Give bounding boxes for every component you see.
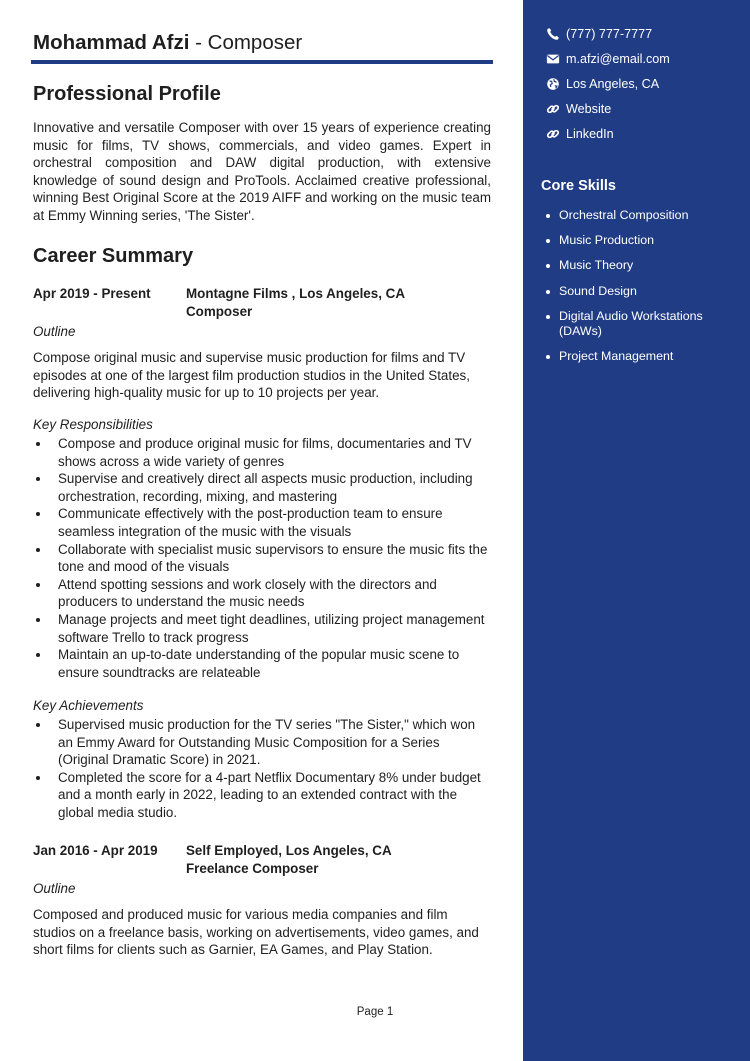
contact-location[interactable] [546,71,736,96]
responsibilities-label: Key Responsibilities [33,417,153,432]
contact-list [546,21,736,147]
outline-label: Outline [33,324,76,339]
contact-text: Los Angeles, CA [566,76,660,91]
list-item: Collaborate with specialist music supervisors to ensure the music fits the tone and mood of the visuals [33,541,491,576]
list-item: Completed the score for a 4-part Netflix Documentary 8% under budget and a month early in 2022, leading to an extended contract with the global media studio. [33,769,491,822]
globe-icon [546,77,560,91]
list-item: Supervised music production for the TV series "The Sister," which won an Emmy Award for Outstanding Music Composition for a Series (Original Dramatic Score) in 2021. [33,716,491,769]
list-item: Maintain an up-to-date understanding of the popular music scene to ensure soundtracks are relateable [33,646,491,681]
skills-heading: Core Skills [541,178,616,194]
list-item: Communicate effectively with the post-production team to ensure seamless integration of the music with the visuals [33,505,491,540]
skills-list [541,208,721,374]
contact-text: m.afzi@email.com [566,51,670,66]
job-company-name: Self Employed, Los Angeles, CA [186,843,392,858]
job-outline: Compose original music and supervise music production for films and TV episodes at one of the largest film production studios in the United States, delivering high-quality music for up to 10 projects per year. [33,350,470,401]
job-role: Composer [186,303,253,319]
skill-item: Project Management [541,349,721,364]
skill-item: Music Theory [541,258,721,273]
profile-heading: Professional Profile [33,83,221,105]
list-item: Manage projects and meet tight deadlines, utilizing project management software Trello to track progress [33,611,491,646]
candidate-name: Mohammad Afzi [33,31,190,54]
skill-item: Orchestral Composition [541,208,721,223]
responsibilities-list [33,435,491,681]
achievements-label: Key Achievements [33,698,144,713]
job-company-name: Montagne Films , Los Angeles, CA [186,286,405,301]
resume-sidebar [523,0,750,1061]
job-company [186,842,392,877]
job-outline: Composed and produced music for various media companies and film studios on a freelance basis, working on advertisements, video games, and short films for clients such as Garnier, EA Games, and Play Station. [33,907,479,958]
header-rule [31,60,493,64]
contact-website[interactable] [546,97,736,122]
list-item: Compose and produce original music for films, documentaries and TV shows across a wide variety of genres [33,435,491,470]
contact-text: Website [566,102,612,117]
name-separator: - [189,31,208,54]
career-heading: Career Summary [33,245,194,267]
skill-item: Sound Design [541,284,721,299]
job-date: Jan 2016 - Apr 2019 [33,843,158,858]
job-date: Apr 2019 - Present [33,286,151,301]
contact-phone[interactable] [546,21,736,46]
name-header [33,31,302,55]
contact-linkedin[interactable] [546,122,736,147]
link-icon [546,102,560,116]
contact-text: (777) 777-7777 [566,26,653,41]
achievements-list [33,716,491,822]
list-item: Supervise and creatively direct all aspects music production, including orchestration, recording, mixing, and mastering [33,470,491,505]
profile-text: Innovative and versatile Composer with over 15 years of experience creating music for films, TV shows, commercials, and video games. Expert in orchestral composition and DAW digital production, with extensive knowledge of sound design and ProTools. Acclaimed creative professional, winning Best Original Score at the 2019 AIFF and working on the music team at Emmy Winning series, 'The Sister'. [33,120,491,223]
link-icon [546,127,560,141]
page-number: Page 1 [356,1006,394,1018]
skill-item: Music Production [541,233,721,248]
job-company [186,285,405,320]
skill-item: Digital Audio Workstations (DAWs) [541,309,721,339]
contact-email[interactable] [546,46,736,71]
email-icon [546,52,560,66]
outline-label: Outline [33,881,76,896]
contact-text: LinkedIn [566,127,614,142]
candidate-role: Composer [207,31,303,54]
job-role: Freelance Composer [186,860,319,876]
phone-icon [546,27,560,41]
list-item: Attend spotting sessions and work closely with the directors and producers to understand the music needs [33,576,491,611]
